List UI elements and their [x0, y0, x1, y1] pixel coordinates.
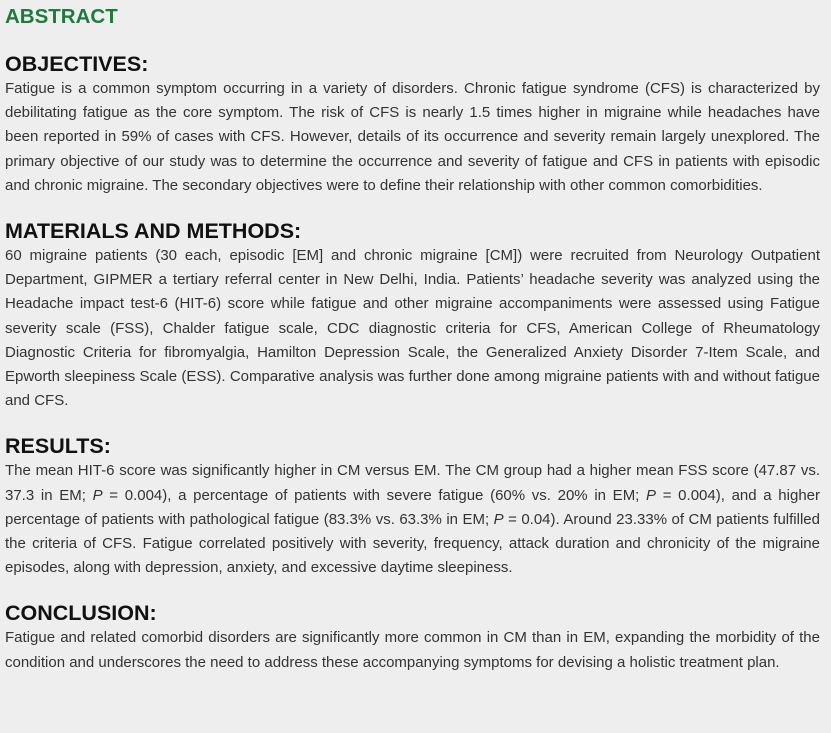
section-objectives	[5, 51, 820, 198]
results-text: = 0.04). Around 23.33% of CM patients fulfilled the criteria of CFS. Fatigue correlated positively with severity, frequency, attack duration and chronicity of the migraine episodes, along with depression, anxiety, and excessive daytime sleepiness.	[5, 510, 820, 577]
objectives-heading: OBJECTIVES:	[5, 52, 149, 76]
results-body	[5, 459, 820, 580]
conclusion-body: Fatigue and related comorbid disorders are significantly more common in CM than in EM, expanding the morbidity of the condition and underscores the need to address these accompanying symptoms for devising a holistic treatment plan.	[5, 629, 820, 671]
results-text: = 0.004), and a higher percentage of patients with pathological fatigue (83.3% vs. 63.3% in EM;	[5, 486, 820, 528]
objectives-body: Fatigue is a common symptom occurring in a variety of disorders. Chronic fatigue syndrome (CFS) is characterized by debilitating fatigue as the core symptom. The risk of CFS is nearly 1.5 times higher in migraine while headaches have been reported in 59% of cases with CFS. However, details of its occurrence and severity remain largely unexplored. The primary objective of our study was to determine the occurrence and severity of fatigue and CFS in patients with episodic and chronic migraine. The secondary objectives were to define their relationship with other common comorbidities.	[5, 80, 820, 194]
results-text: = 0.004), a percentage of patients with severe fatigue (60% vs. 20% in EM;	[102, 486, 647, 504]
conclusion-heading: CONCLUSION:	[5, 601, 157, 626]
p-value-symbol: P	[493, 510, 504, 528]
abstract-title: ABSTRACT	[5, 5, 118, 28]
p-value-symbol: P	[646, 486, 657, 504]
results-heading: RESULTS:	[5, 434, 111, 459]
p-value-symbol: P	[92, 486, 103, 504]
section-results	[5, 433, 820, 580]
methods-body: 60 migraine patients (30 each, episodic [EM] and chronic migraine [CM]) were recruited from Neurology Outpatient Department, GIPMER a tertiary referral center in New Delhi, India. Patients’ headache severity was analyzed using the Headache impact test-6 (HIT-6) score while fatigue and other migraine accompaniments were assessed using Fatigue severity scale (FSS), Chalder fatigue scale, CDC diagnostic criteria for CFS, American College of Rheumatology Diagnostic Criteria for fibromyalgia, Hamilton Depression Scale, the Generalized Anxiety Disorder 7-Item Scale, and Epworth sleepiness Scale (ESS). Comparative analysis was further done among migraine patients with and without fatigue and CFS.	[5, 247, 820, 410]
section-methods	[5, 218, 820, 413]
results-text: The mean HIT-6 score was significantly higher in CM versus EM. The CM group had a higher mean FSS score (47.87 vs. 37.3 in EM;	[5, 462, 820, 504]
methods-heading: MATERIALS AND METHODS:	[5, 219, 302, 244]
section-conclusion	[5, 600, 820, 674]
